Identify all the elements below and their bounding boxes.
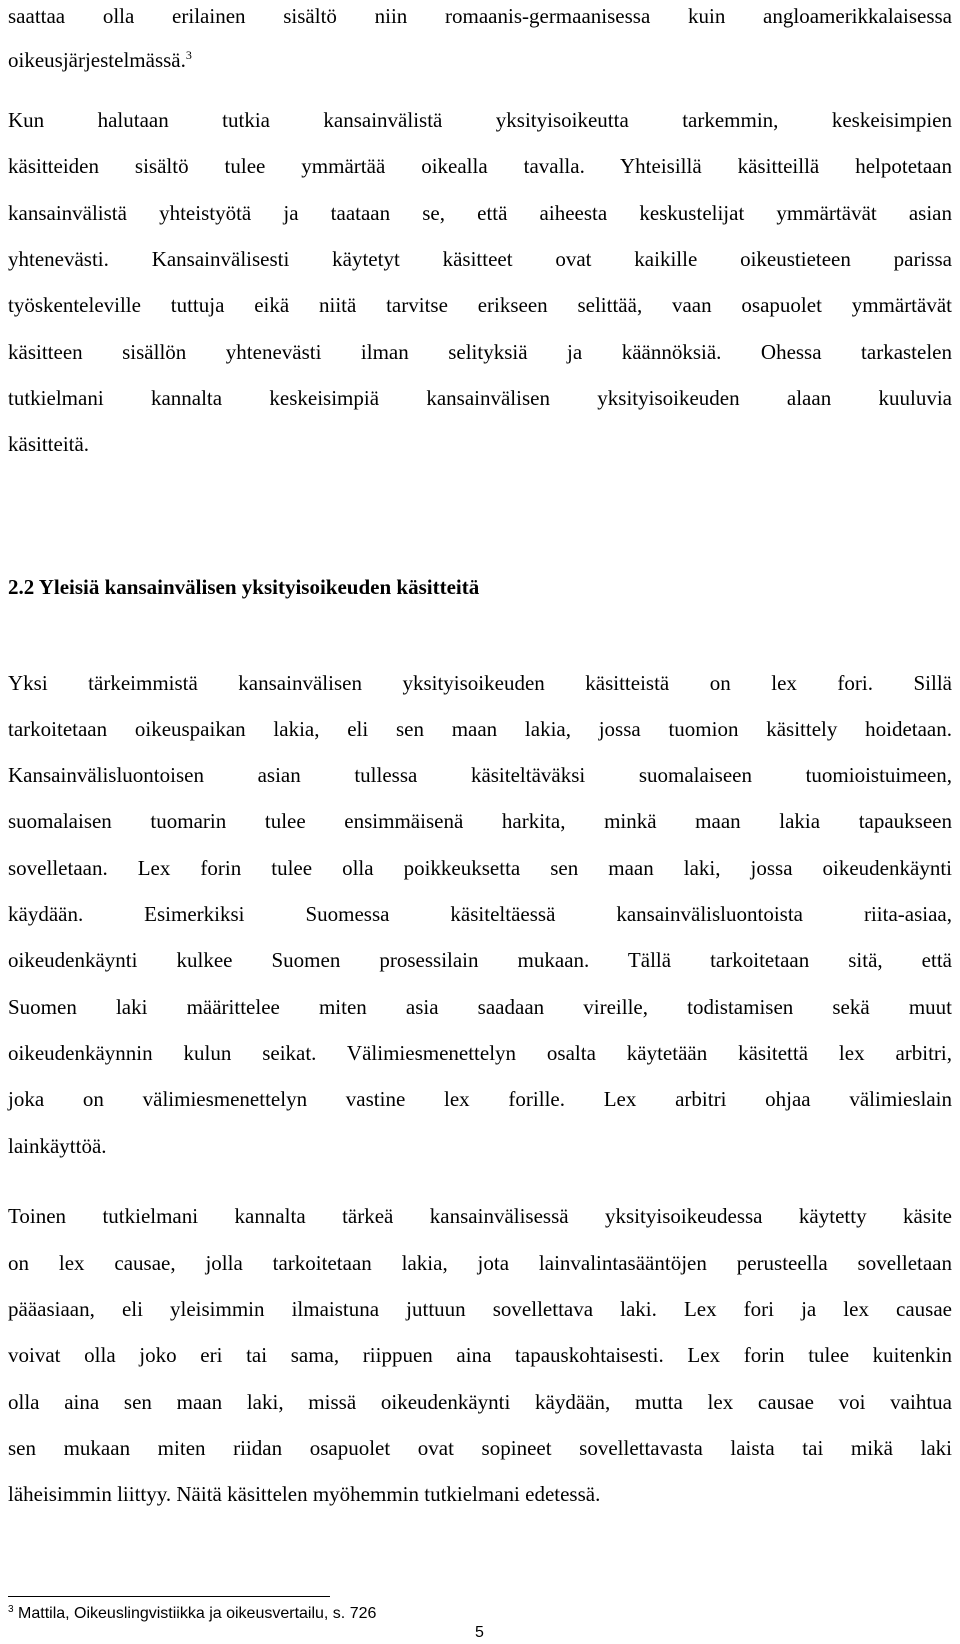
footnote-text: Mattila, Oikeuslingvistiikka ja oikeusvertailu, s. 726 (18, 1605, 377, 1622)
text-line: työskenteleville tuttuja eikä niitä tarvitse erikseen selittää, vaan osapuolet ymmärtävät (8, 293, 952, 317)
text-line: Suomen laki määrittelee miten asia saadaan vireille, todistamisen sekä muut (8, 995, 952, 1019)
text-line: sen mukaan miten riidan osapuolet ovat sopineet sovellettavasta laista tai mikä laki (8, 1436, 952, 1460)
text-line: joka on välimiesmenettelyn vastine lex forille. Lex arbitri ohjaa välimieslain (8, 1087, 952, 1111)
text-line: Yksi tärkeimmistä kansainvälisen yksityisoikeuden käsitteistä on lex fori. Sillä (8, 671, 952, 695)
text-line: suomalaisen tuomarin tulee ensimmäisenä harkita, minkä maan lakia tapaukseen (8, 809, 952, 833)
text-line (8, 47, 192, 73)
text-line: käydään. Esimerkiksi Suomessa käsiteltäessä kansainvälisluontoista riita-asiaa, (8, 902, 952, 926)
page-number: 5 (475, 1624, 484, 1641)
text-line: voivat olla joko eri tai sama, riippuen aina tapauskohtaisesti. Lex forin tulee kuitenkin (8, 1343, 952, 1367)
text-line: Kun halutaan tutkia kansainvälistä yksityisoikeutta tarkemmin, keskeisimpien (8, 108, 952, 132)
text-line: käsitteiden sisältö tulee ymmärtää oikealla tavalla. Yhteisillä käsitteillä helpotetaan (8, 154, 952, 178)
text-line: Toinen tutkielmani kannalta tärkeä kansainvälisessä yksityisoikeudessa käytetty käsite (8, 1204, 952, 1228)
footnote-reference[interactable]: 3 (185, 48, 192, 62)
footnote-number: 3 (8, 1604, 14, 1615)
text-line: sovelletaan. Lex forin tulee olla poikkeuksetta sen maan laki, jossa oikeudenkäynti (8, 856, 952, 880)
text-line: tarkoitetaan oikeuspaikan lakia, eli sen maan lakia, jossa tuomion käsittely hoidetaan. (8, 717, 952, 741)
text-line: pääasiaan, eli yleisimmin ilmaistuna juttuun sovellettava laki. Lex fori ja lex causae (8, 1297, 952, 1321)
text-line: käsitteitä. (8, 432, 90, 456)
text-line: Kansainvälisluontoisen asian tullessa käsiteltäväksi suomalaiseen tuomioistuimeen, (8, 763, 952, 787)
text-line: on lex causae, jolla tarkoitetaan lakia, jota lainvalintasääntöjen perusteella sovelletaan (8, 1251, 952, 1275)
footnote-separator (8, 1596, 330, 1597)
text-line-content: oikeusjärjestelmässä. (8, 48, 186, 72)
text-line: oikeudenkäynnin kulun seikat. Välimiesmenettelyn osalta käytetään käsitettä lex arbitri, (8, 1041, 952, 1065)
text-line: olla aina sen maan laki, missä oikeudenkäynti käydään, mutta lex causae voi vaihtua (8, 1390, 952, 1414)
text-line: kansainvälistä yhteistyötä ja taataan se, että aiheesta keskustelijat ymmärtävät asian (8, 201, 952, 225)
text-line: saattaa olla erilainen sisältö niin romaanis-germaanisessa kuin angloamerikkalaisessa (8, 4, 952, 28)
text-line: yhtenevästi. Kansainvälisesti käytetyt käsitteet ovat kaikille oikeustieteen parissa (8, 247, 952, 271)
text-line: läheisimmin liittyy. Näitä käsittelen myöhemmin tutkielmani edetessä. (8, 1482, 601, 1506)
document-page (8, 0, 952, 1644)
text-line: tutkielmani kannalta keskeisimpiä kansainvälisen yksityisoikeuden alaan kuuluvia (8, 386, 952, 410)
section-heading: 2.2 Yleisiä kansainvälisen yksityisoikeuden käsitteitä (8, 575, 480, 599)
text-line: lainkäyttöä. (8, 1134, 107, 1158)
footnote (8, 1603, 376, 1625)
text-line: oikeudenkäynti kulkee Suomen prosessilain mukaan. Tällä tarkoitetaan sitä, että (8, 948, 952, 972)
text-line: käsitteen sisällön yhtenevästi ilman selityksiä ja käännöksiä. Ohessa tarkastelen (8, 340, 952, 364)
